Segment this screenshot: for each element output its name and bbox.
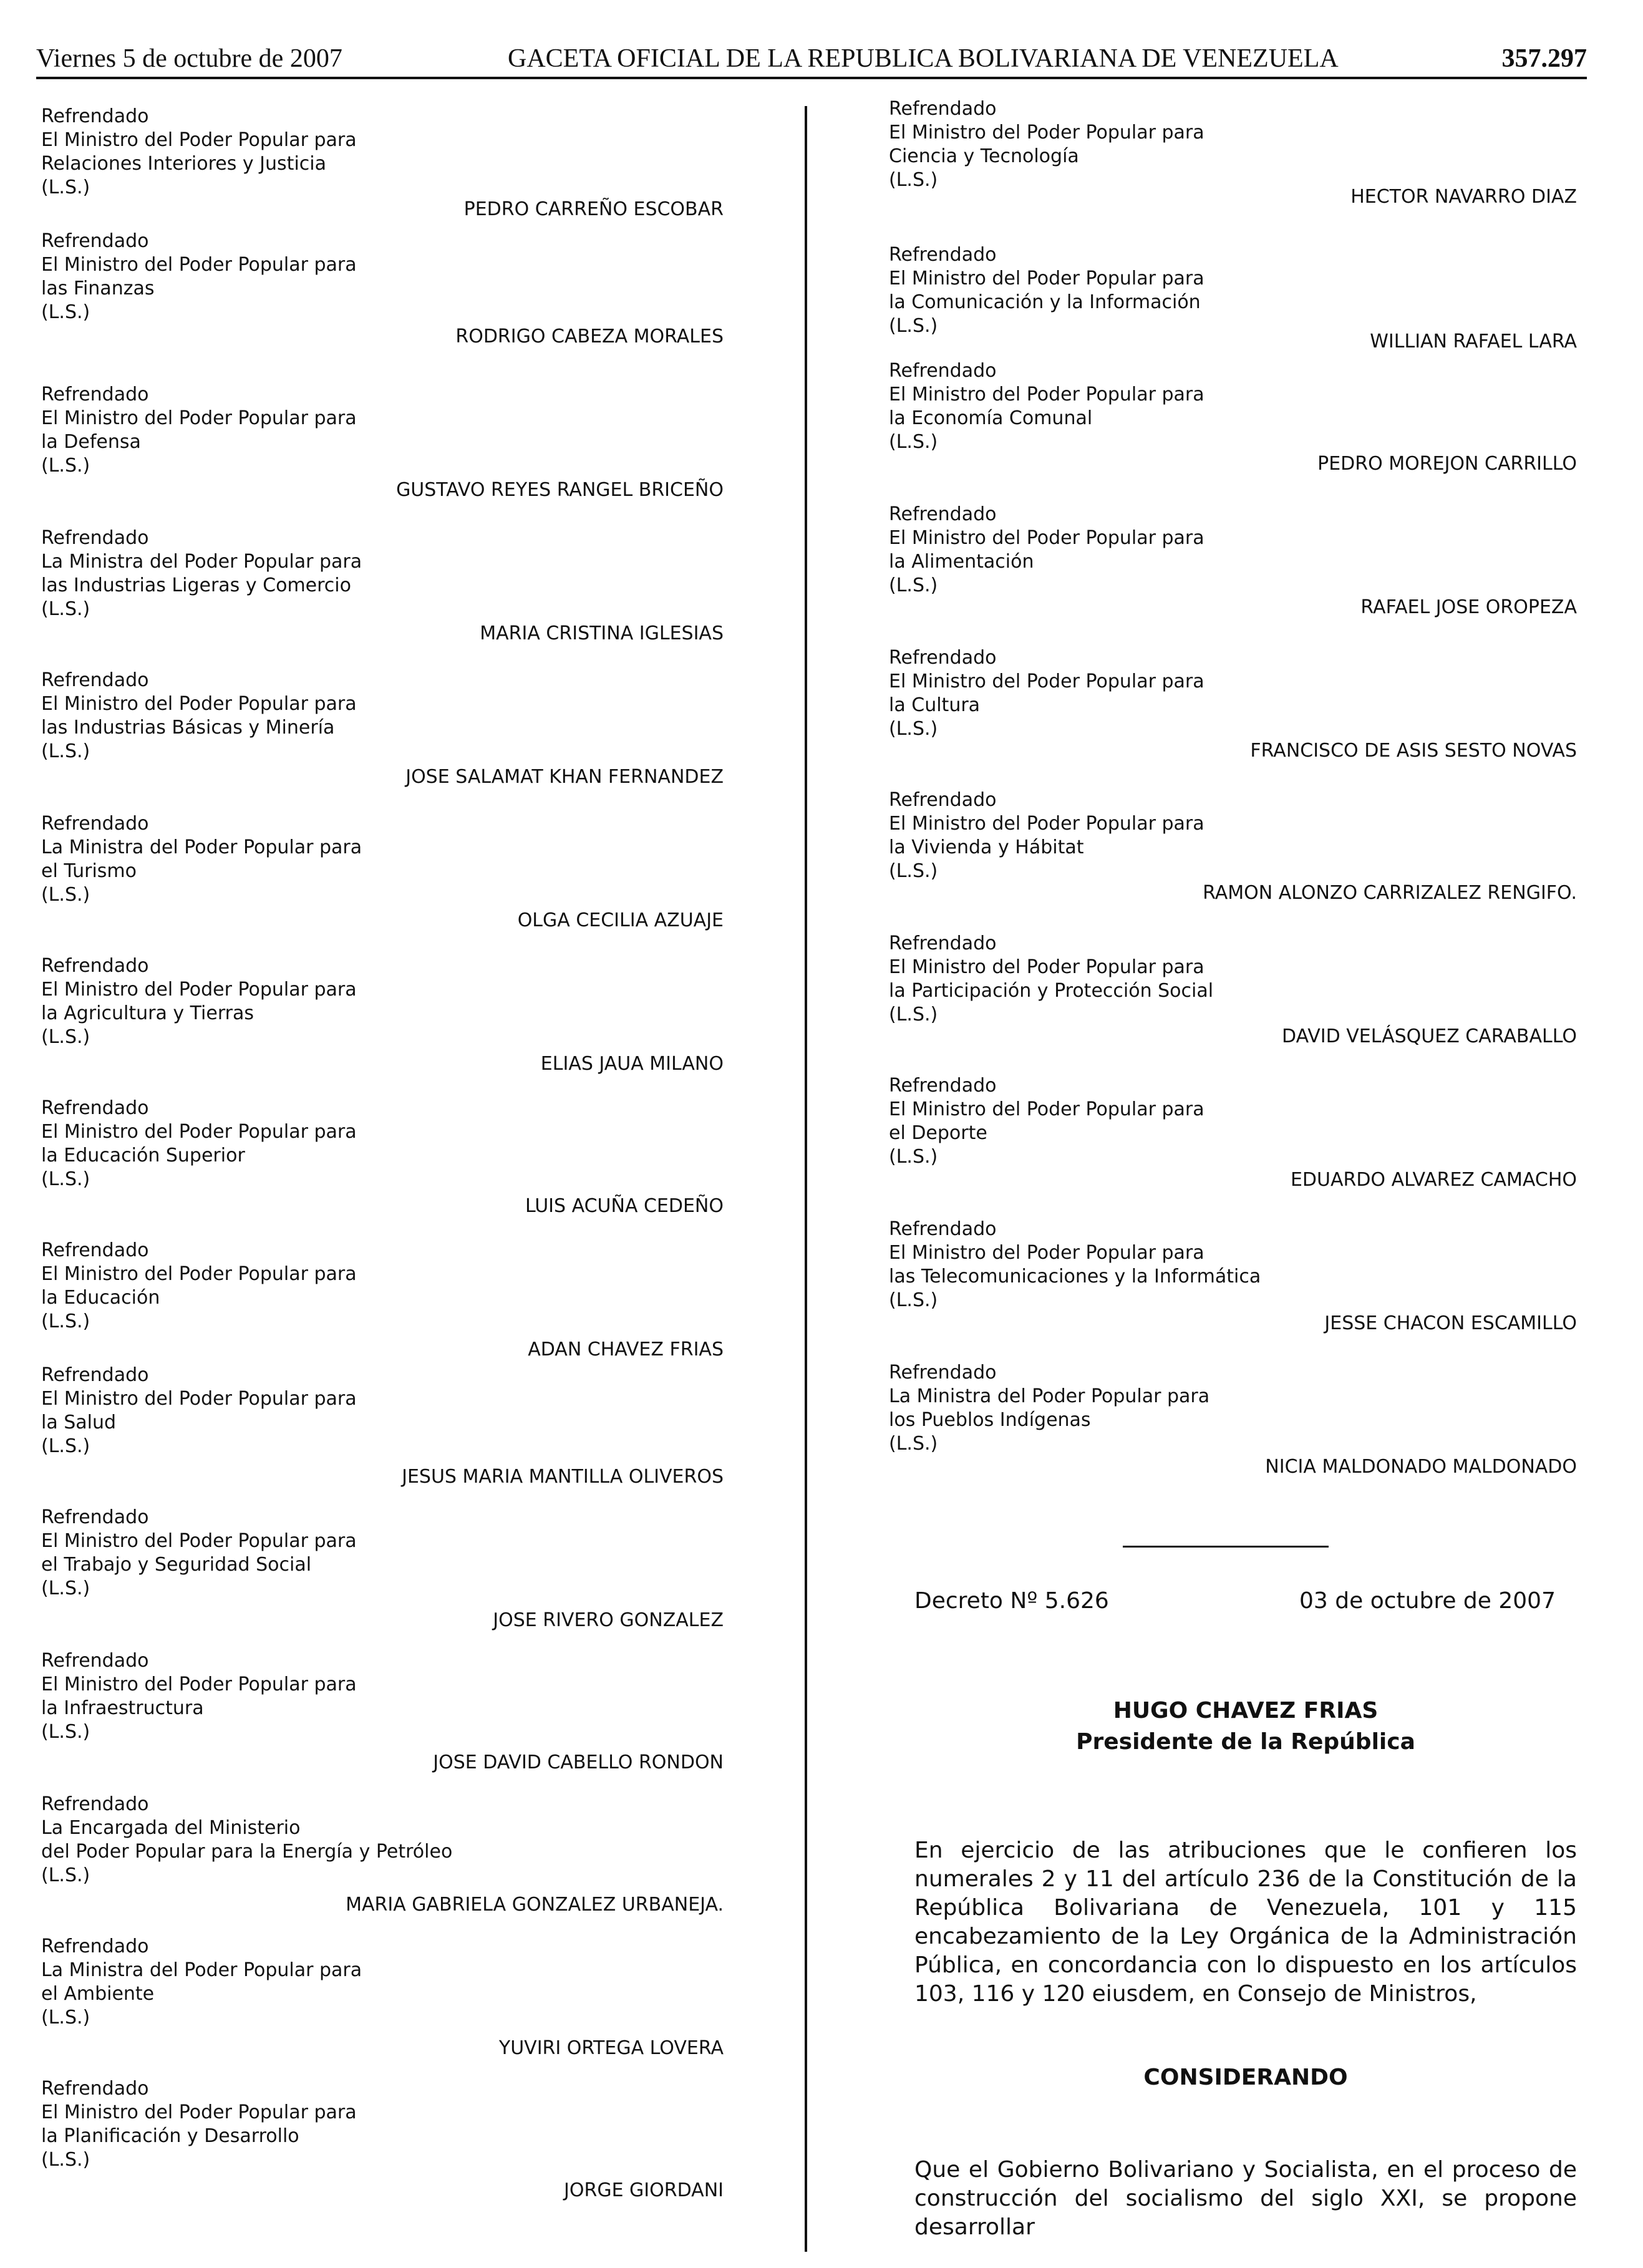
entry-line: Refrendado bbox=[41, 669, 149, 691]
considerando-heading: CONSIDERANDO bbox=[1143, 2065, 1348, 2090]
signatory-name: JESSE CHACON ESCAMILLO bbox=[1324, 1312, 1577, 1334]
entry-line: El Ministro del Poder Popular para bbox=[41, 693, 357, 715]
entry-line: La Ministra del Poder Popular para bbox=[41, 836, 362, 858]
signatory-name: WILLIAN RAFAEL LARA bbox=[1370, 331, 1577, 352]
entry-line: Refrendado bbox=[41, 1506, 149, 1528]
countersign-entry bbox=[889, 1361, 1209, 1456]
entry-line: Refrendado bbox=[41, 1936, 149, 1957]
countersign-entry bbox=[889, 503, 1204, 598]
entry-line: Refrendado bbox=[889, 244, 997, 266]
entry-line: (L.S.) bbox=[41, 1435, 90, 1457]
entry-line: Refrendado bbox=[889, 1362, 997, 1384]
entry-line: Ciencia y Tecnología bbox=[889, 145, 1079, 167]
countersign-entry bbox=[889, 243, 1204, 338]
entry-line: El Ministro del Poder Popular para bbox=[889, 671, 1204, 692]
entry-line: Refrendado bbox=[41, 105, 149, 127]
entry-line: Refrendado bbox=[889, 503, 997, 525]
entry-line: (L.S.) bbox=[41, 1311, 90, 1332]
entry-line: Refrendado bbox=[889, 933, 997, 954]
countersign-entry bbox=[41, 105, 357, 200]
entry-line: El Ministro del Poder Popular para bbox=[41, 2101, 357, 2123]
countersign-entry bbox=[41, 812, 362, 907]
countersign-entry bbox=[889, 1074, 1204, 1169]
entry-line: El Ministro del Poder Popular para bbox=[41, 407, 357, 429]
entry-line: Refrendado bbox=[41, 1097, 149, 1119]
entry-line: El Ministro del Poder Popular para bbox=[889, 122, 1204, 143]
entry-line: El Ministro del Poder Popular para bbox=[41, 254, 357, 276]
decree-preamble: En ejercicio de las atribuciones que le confieren los numerales 2 y 11 del artículo 236 de la Constitución de la República Bolivariana de Venezuela, 101 y 115 encabezamiento de la Ley Orgánica de la Administración Pública, en concordancia con lo dispuesto en los artículos 103, 116 y 120 eiusdem, en Consejo de Ministros, bbox=[914, 1838, 1577, 2007]
decree-number: Decreto Nº 5.626 bbox=[914, 1588, 1109, 1614]
entry-line: (L.S.) bbox=[889, 1004, 938, 1025]
president-title: Presidente de la República bbox=[1076, 1729, 1415, 1755]
signatory-name: ADAN CHAVEZ FRIAS bbox=[528, 1339, 724, 1360]
signatory-name: GUSTAVO REYES RANGEL BRICEÑO bbox=[396, 479, 724, 501]
entry-line: (L.S.) bbox=[41, 1168, 90, 1190]
signatory-name: JESUS MARIA MANTILLA OLIVEROS bbox=[402, 1466, 724, 1488]
countersign-entry bbox=[889, 1218, 1261, 1312]
signatory-name: OLGA CECILIA AZUAJE bbox=[517, 909, 724, 931]
signatory-name: YUVIRI ORTEGA LOVERA bbox=[498, 2037, 724, 2059]
entry-line: El Ministro del Poder Popular para bbox=[889, 268, 1204, 289]
entry-line: (L.S.) bbox=[41, 1721, 90, 1743]
countersign-entry bbox=[41, 669, 357, 763]
entry-line: las Telecomunicaciones y la Informática bbox=[889, 1266, 1261, 1287]
entry-line: (L.S.) bbox=[889, 1146, 938, 1168]
signatory-name: JOSE RIVERO GONZALEZ bbox=[493, 1609, 724, 1631]
issue-date: Viernes 5 de octubre de 2007 bbox=[36, 44, 342, 73]
header-rule bbox=[36, 77, 1587, 79]
signatory-name: RAMON ALONZO CARRIZALEZ RENGIFO. bbox=[1203, 882, 1577, 904]
countersign-entry bbox=[41, 954, 357, 1049]
entry-line: (L.S.) bbox=[41, 2149, 90, 2171]
entry-line: (L.S.) bbox=[889, 1433, 938, 1455]
signatory-name: RAFAEL JOSE OROPEZA bbox=[1360, 596, 1577, 618]
entry-line: la Infraestructura bbox=[41, 1697, 204, 1719]
countersign-entry bbox=[41, 1364, 357, 1458]
entry-line: el Deporte bbox=[889, 1122, 987, 1144]
entry-line: las Industrias Ligeras y Comercio bbox=[41, 574, 351, 596]
entry-line: la Planificación y Desarrollo bbox=[41, 2125, 299, 2147]
entry-line: El Ministro del Poder Popular para bbox=[41, 1530, 357, 1552]
entry-line: la Comunicación y la Información bbox=[889, 291, 1201, 313]
signatory-name: FRANCISCO DE ASIS SESTO NOVAS bbox=[1250, 740, 1577, 762]
entry-line: La Ministra del Poder Popular para bbox=[41, 551, 362, 573]
entry-line: la Economía Comunal bbox=[889, 407, 1093, 429]
entry-line: la Educación Superior bbox=[41, 1145, 245, 1166]
countersign-entry bbox=[41, 526, 362, 621]
entry-line: Refrendado bbox=[889, 1218, 997, 1240]
signatory-name: MARIA GABRIELA GONZALEZ URBANEJA. bbox=[346, 1894, 724, 1916]
entry-line: El Ministro del Poder Popular para bbox=[41, 979, 357, 1001]
entry-line: el Trabajo y Seguridad Social bbox=[41, 1554, 312, 1576]
entry-line: (L.S.) bbox=[41, 1864, 90, 1886]
countersign-entry bbox=[889, 788, 1204, 883]
signatory-name: LUIS ACUÑA CEDEÑO bbox=[525, 1195, 724, 1217]
entry-line: (L.S.) bbox=[41, 598, 90, 620]
entry-line: las Industrias Básicas y Minería bbox=[41, 717, 335, 739]
entry-line: El Ministro del Poder Popular para bbox=[889, 527, 1204, 549]
entry-line: (L.S.) bbox=[889, 169, 938, 191]
entry-line: (L.S.) bbox=[889, 718, 938, 740]
entry-line: Refrendado bbox=[41, 2078, 149, 2100]
section-rule bbox=[1123, 1546, 1329, 1548]
entry-line: (L.S.) bbox=[41, 740, 90, 762]
entry-line: la Agricultura y Tierras bbox=[41, 1002, 254, 1024]
countersign-entry bbox=[41, 2077, 357, 2172]
countersign-entry bbox=[41, 383, 357, 478]
entry-line: (L.S.) bbox=[41, 884, 90, 906]
entry-line: (L.S.) bbox=[889, 1289, 938, 1311]
countersign-entry bbox=[41, 1793, 452, 1888]
entry-line: La Ministra del Poder Popular para bbox=[41, 1959, 362, 1981]
entry-line: (L.S.) bbox=[41, 455, 90, 477]
gazette-title: GACETA OFICIAL DE LA REPUBLICA BOLIVARIANA DE VENEZUELA bbox=[508, 44, 1339, 73]
entry-line: El Ministro del Poder Popular para bbox=[41, 1263, 357, 1285]
entry-line: Refrendado bbox=[889, 1075, 997, 1097]
countersign-entry bbox=[41, 230, 357, 324]
entry-line: el Ambiente bbox=[41, 1983, 155, 2005]
page-header bbox=[36, 44, 1587, 79]
countersign-entry bbox=[41, 1649, 357, 1744]
entry-line: (L.S.) bbox=[889, 431, 938, 453]
signatory-name: JOSE SALAMAT KHAN FERNANDEZ bbox=[405, 766, 724, 788]
entry-line: del Poder Popular para la Energía y Petróleo bbox=[41, 1841, 453, 1863]
signatory-name: EDUARDO ALVAREZ CAMACHO bbox=[1290, 1169, 1577, 1191]
entry-line: el Turismo bbox=[41, 860, 137, 882]
signatory-name: MARIA CRISTINA IGLESIAS bbox=[480, 623, 724, 644]
entry-line: El Ministro del Poder Popular para bbox=[41, 1388, 357, 1410]
countersign-entry bbox=[41, 1506, 357, 1601]
entry-line: la Alimentación bbox=[889, 551, 1034, 573]
entry-line: las Finanzas bbox=[41, 278, 155, 299]
signatory-name: DAVID VELÁSQUEZ CARABALLO bbox=[1282, 1025, 1577, 1047]
countersign-entry bbox=[41, 1935, 362, 2030]
countersign-entry bbox=[889, 932, 1213, 1027]
entry-line: (L.S.) bbox=[41, 1026, 90, 1048]
entry-line: Refrendado bbox=[41, 527, 149, 549]
entry-line: (L.S.) bbox=[889, 315, 938, 337]
signatory-name: HECTOR NAVARRO DIAZ bbox=[1350, 186, 1577, 208]
countersign-entry bbox=[889, 646, 1204, 741]
entry-line: los Pueblos Indígenas bbox=[889, 1409, 1091, 1431]
column-divider bbox=[805, 106, 807, 2252]
entry-line: (L.S.) bbox=[41, 301, 90, 323]
entry-line: (L.S.) bbox=[41, 2007, 90, 2028]
entry-line: Relaciones Interiores y Justicia bbox=[41, 153, 326, 175]
decree-date: 03 de octubre de 2007 bbox=[1299, 1588, 1556, 1614]
entry-line: La Encargada del Ministerio bbox=[41, 1817, 301, 1839]
entry-line: Refrendado bbox=[889, 647, 997, 669]
countersign-entry bbox=[41, 1239, 357, 1334]
entry-line: la Vivienda y Hábitat bbox=[889, 836, 1084, 858]
signatory-name: RODRIGO CABEZA MORALES bbox=[455, 326, 724, 347]
entry-line: Refrendado bbox=[41, 384, 149, 405]
signatory-name: JOSE DAVID CABELLO RONDON bbox=[433, 1752, 724, 1773]
signatory-name: NICIA MALDONADO MALDONADO bbox=[1265, 1456, 1577, 1478]
entry-line: Refrendado bbox=[41, 1650, 149, 1672]
entry-line: Refrendado bbox=[41, 813, 149, 835]
entry-line: Refrendado bbox=[41, 1793, 149, 1815]
countersign-entry bbox=[889, 359, 1204, 454]
entry-line: El Ministro del Poder Popular para bbox=[889, 813, 1204, 835]
entry-line: la Educación bbox=[41, 1287, 160, 1309]
entry-line: Refrendado bbox=[889, 360, 997, 382]
entry-line: El Ministro del Poder Popular para bbox=[889, 1242, 1204, 1264]
entry-line: El Ministro del Poder Popular para bbox=[41, 1121, 357, 1143]
entry-line: El Ministro del Poder Popular para bbox=[889, 956, 1204, 978]
entry-line: El Ministro del Poder Popular para bbox=[41, 1674, 357, 1695]
entry-line: La Ministra del Poder Popular para bbox=[889, 1385, 1210, 1407]
entry-line: El Ministro del Poder Popular para bbox=[889, 384, 1204, 405]
countersign-entry bbox=[41, 1097, 357, 1191]
entry-line: (L.S.) bbox=[41, 177, 90, 198]
page-number: 357.297 bbox=[1501, 44, 1587, 73]
signatory-name: PEDRO MOREJON CARRILLO bbox=[1317, 453, 1577, 475]
signatory-name: JORGE GIORDANI bbox=[564, 2179, 724, 2201]
entry-line: Refrendado bbox=[41, 230, 149, 252]
entry-line: (L.S.) bbox=[41, 1577, 90, 1599]
entry-line: (L.S.) bbox=[889, 860, 938, 882]
entry-line: (L.S.) bbox=[889, 574, 938, 596]
entry-line: El Ministro del Poder Popular para bbox=[889, 1098, 1204, 1120]
entry-line: Refrendado bbox=[41, 955, 149, 977]
entry-line: El Ministro del Poder Popular para bbox=[41, 129, 357, 151]
entry-line: la Salud bbox=[41, 1412, 117, 1433]
countersign-entry bbox=[889, 97, 1204, 192]
entry-line: Refrendado bbox=[41, 1239, 149, 1261]
signatory-name: PEDRO CARREÑO ESCOBAR bbox=[463, 198, 724, 220]
entry-line: la Defensa bbox=[41, 431, 141, 453]
entry-line: la Cultura bbox=[889, 694, 981, 716]
signatory-name: ELIAS JAUA MILANO bbox=[540, 1053, 724, 1075]
considerando-text: Que el Gobierno Bolivariano y Socialista, en el proceso de construcción del socialismo del siglo XXI, se propone desarrollar bbox=[914, 2157, 1577, 2240]
president-name: HUGO CHAVEZ FRIAS bbox=[1113, 1698, 1379, 1723]
entry-line: Refrendado bbox=[41, 1364, 149, 1386]
entry-line: Refrendado bbox=[889, 789, 997, 811]
entry-line: la Participación y Protección Social bbox=[889, 980, 1214, 1002]
entry-line: Refrendado bbox=[889, 98, 997, 120]
